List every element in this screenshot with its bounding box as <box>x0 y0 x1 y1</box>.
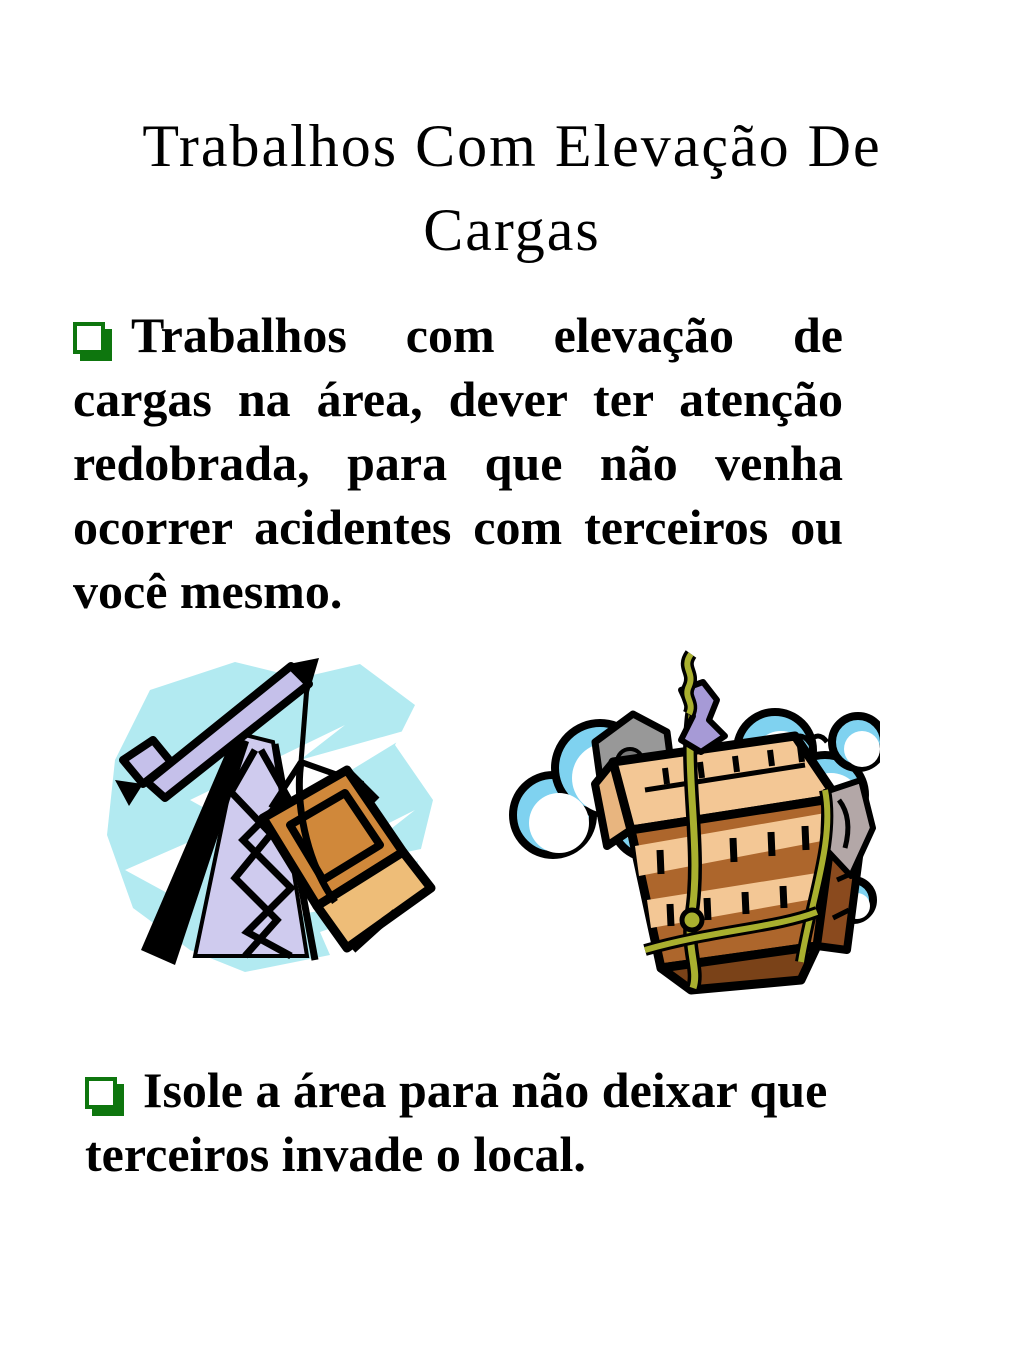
green-square-bullet-icon <box>73 322 105 354</box>
bullet-paragraph-2 <box>85 1058 925 1186</box>
bullet-2-text: Isole a área para não deixar que terceiros invade o local. <box>85 1062 828 1182</box>
bullet-paragraph-1 <box>73 303 843 623</box>
crane-lifting-crate-clipart <box>95 650 440 985</box>
bullet-1-text: Trabalhos com elevação de cargas na área, dever ter atenção redobrada, para que não venha ocorrer acidentes com terceiros ou você mesmo. <box>73 307 843 619</box>
green-square-bullet-icon <box>85 1077 117 1109</box>
slide-title: Trabalhos Com Elevação De Cargas <box>142 113 882 263</box>
hook <box>681 654 725 752</box>
roped-crate-hanging-clipart <box>495 650 880 1000</box>
